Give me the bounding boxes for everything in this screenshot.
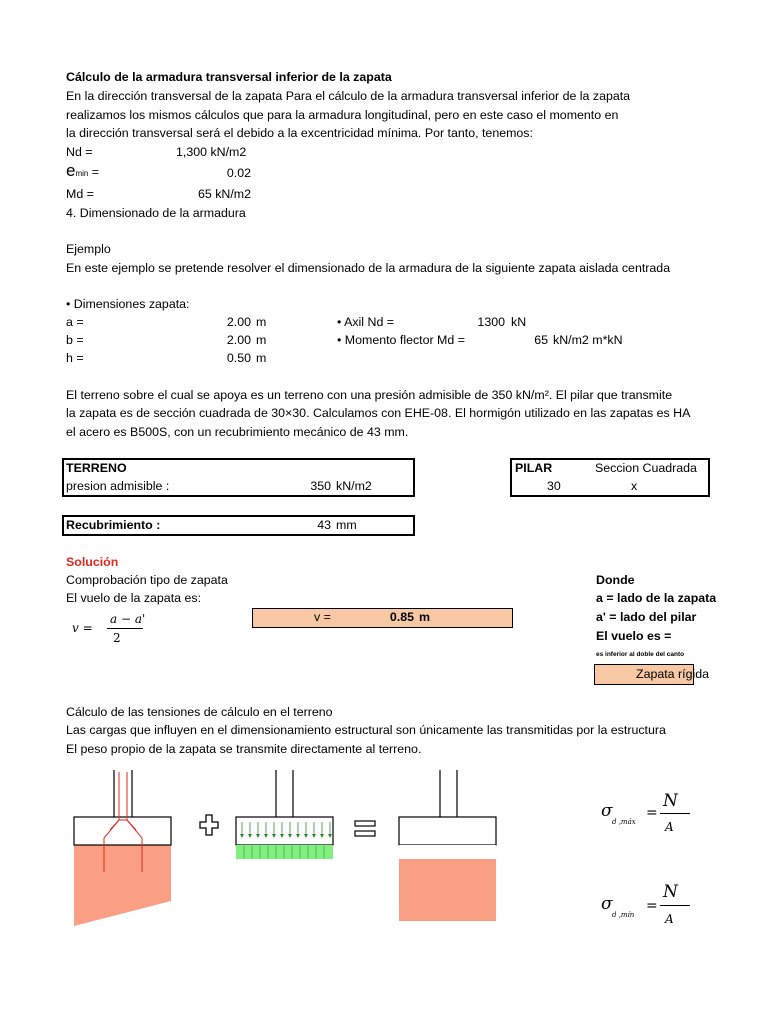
terreno-title: TERRENO	[66, 461, 127, 475]
nd-label: Nd =	[66, 145, 93, 159]
solucion-heading: Solución	[66, 555, 119, 569]
intro-line-2: realizamos los mismos cálculos que para la armadura longitudinal, pero en este caso el momento en	[66, 108, 619, 122]
para-line-2: la zapata es de sección cuadrada de 30×30. Calculamos con EHE-08. El hormigón utilizado en las zapatas es HA	[66, 406, 691, 420]
b-label: b =	[66, 333, 84, 347]
dims-heading: • Dimensiones zapata:	[66, 297, 190, 311]
h-value: 0.50	[226, 351, 251, 365]
axil-label: • Axil Nd =	[337, 315, 395, 329]
a-unit: m	[256, 315, 267, 329]
formula-v-label: v =	[72, 621, 93, 635]
presion-label: presion admisible :	[66, 479, 170, 493]
section-title: Cálculo de la armadura transversal inferior de la zapata	[66, 70, 392, 84]
presion-value: 350	[310, 479, 331, 493]
v-result-value: 0.85	[389, 610, 414, 624]
figure-self-weight	[236, 770, 333, 859]
md-label: Md =	[66, 187, 94, 201]
sigma-max-subscript: d ,máx	[612, 818, 636, 826]
example-text: En este ejemplo se pretende resolver el dimensionado de la armadura de la siguiente zapata aislada centrada	[66, 261, 671, 275]
emin-value: 0.02	[226, 166, 251, 180]
equals-sign	[355, 821, 375, 836]
momento-value: 65	[534, 333, 548, 347]
md-value: 65 kN/m2	[197, 187, 251, 201]
pilar-x: x	[631, 479, 638, 493]
recubrimiento-unit: mm	[336, 518, 357, 532]
pilar-title: PILAR	[515, 461, 553, 475]
axil-unit: kN	[511, 315, 527, 329]
donde-heading: Donde	[596, 573, 635, 587]
pilar-value: 30	[547, 479, 561, 493]
axil-value: 1300	[477, 315, 505, 329]
a-label: a =	[66, 315, 84, 329]
b-unit: m	[256, 333, 267, 347]
sigma-max-bar	[660, 813, 690, 814]
figure-result	[399, 770, 496, 921]
sigma-min-numerator: N	[663, 882, 678, 902]
v-result-label: v =	[314, 610, 331, 624]
donde-note: es inferior al doble del canto	[596, 651, 685, 658]
sigma-max-equals: =	[646, 805, 658, 821]
pilar-seccion: Seccion Cuadrada	[595, 461, 697, 475]
figure-footing-load-spread	[74, 770, 171, 926]
nd-value: 1,300 kN/m2	[176, 145, 247, 159]
formula-numerator: a − a'	[110, 612, 146, 626]
sigma-min-equals: =	[646, 898, 658, 914]
momento-label: • Momento flector Md =	[337, 333, 465, 347]
tipo-zapata-label: Comprobación tipo de zapata	[66, 573, 228, 587]
zapata-type-label: Zapata rígida	[636, 667, 710, 681]
para-line-3: el acero es B500S, con un recubrimiento mecánico de 43 mm.	[66, 425, 409, 439]
tensiones-line-2: El peso propio de la zapata se transmite directamente al terreno.	[66, 742, 422, 756]
sigma-max-numerator: N	[663, 791, 678, 811]
sigma-min-subscript: d ,mín	[612, 911, 635, 919]
sigma-min-denominator: A	[665, 912, 674, 926]
section-heading-4: 4. Dimensionado de la armadura	[66, 206, 246, 220]
presion-unit: kN/m2	[336, 479, 372, 493]
h-label: h =	[66, 351, 84, 365]
v-result-unit: m	[419, 610, 431, 624]
donde-vuelo: El vuelo es =	[596, 629, 672, 643]
recubrimiento-value: 43	[317, 518, 331, 532]
emin-label: emin =	[66, 161, 100, 180]
tensiones-line-1: Las cargas que influyen en el dimensionamiento estructural son únicamente las transmitidas por la estructura	[66, 723, 666, 737]
donde-a-prime: a' = lado del pilar	[596, 610, 697, 624]
para-line-1: El terreno sobre el cual se apoya es un terreno con una presión admisible de 350 kN/m². El pilar que transmite	[66, 388, 673, 402]
sigma-min-bar	[660, 905, 690, 906]
intro-line-1: En la dirección transversal de la zapata Para el cálculo de la armadura transversal inferior de la zapata	[66, 89, 631, 103]
h-unit: m	[256, 351, 267, 365]
tensiones-heading: Cálculo de las tensiones de cálculo en el terreno	[66, 705, 333, 719]
example-heading: Ejemplo	[66, 242, 111, 256]
recubrimiento-label: Recubrimiento :	[66, 518, 161, 532]
formula-denominator: 2	[113, 631, 121, 645]
intro-line-3: la dirección transversal será el debido a la excentricidad mínima. Por tanto, tenemos:	[66, 126, 533, 140]
sigma-max-denominator: A	[665, 820, 674, 834]
plus-sign	[200, 815, 218, 835]
donde-a: a = lado de la zapata	[596, 591, 717, 605]
momento-unit: kN/m2 m*kN	[553, 333, 623, 347]
sigma-max-symbol: σ	[601, 801, 613, 821]
sigma-min-symbol: σ	[601, 894, 613, 914]
b-value: 2.00	[226, 333, 251, 347]
a-value: 2.00	[226, 315, 251, 329]
vuelo-label: El vuelo de la zapata es:	[66, 591, 202, 605]
